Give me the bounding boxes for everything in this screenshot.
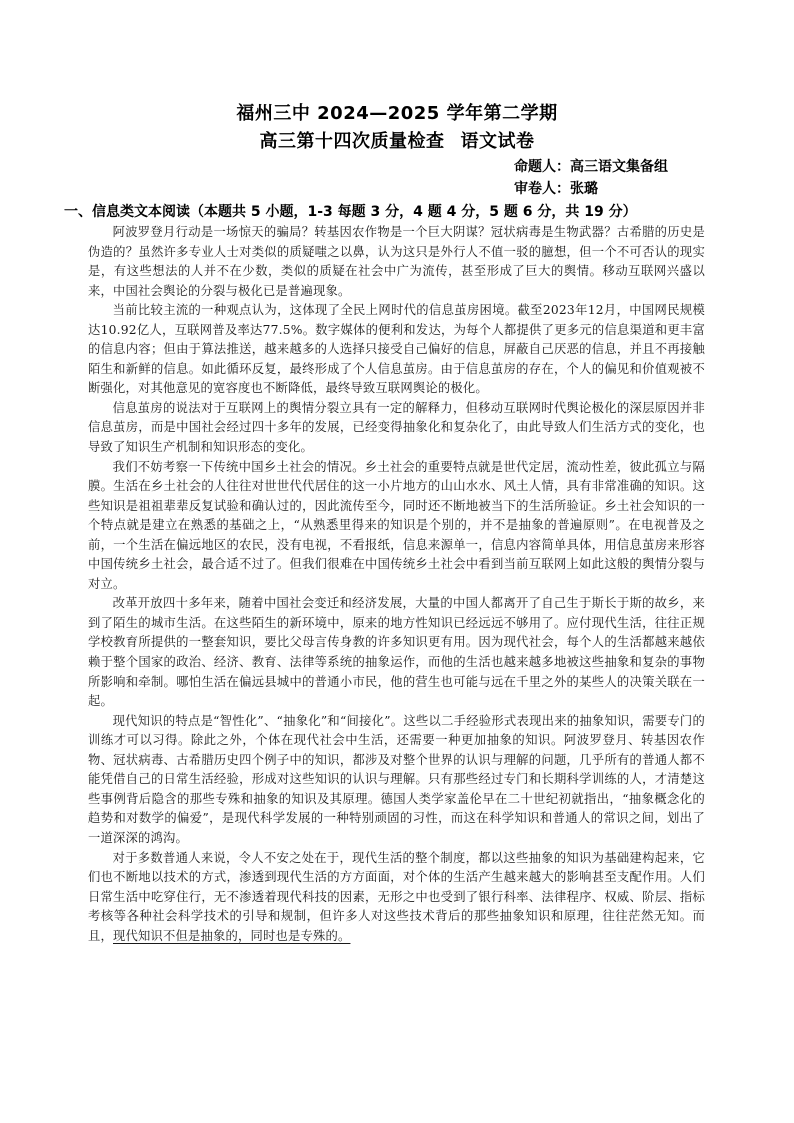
section-heading: 一、信息类文本阅读（本题共 5 小题，1-3 每题 3 分，4 题 4 分，5 题 6 分，共 19 分） <box>64 204 637 220</box>
passage-paragraph: 现代知识的特点是“智性化”、“抽象化”和“间接化”。这些以二手经验形式表现出来的抽象知识，需要专门的训练才可以习得。除此之外，个体在现代社会中生活，还需要一种更加抽象的知识。阿波罗登月、转基因农作物、冠状病毒、古希腊历史四个例子中的知识，都涉及对整个世界的认识与理解的问题，几乎所有的普通人都不能凭借自己的日常生活经验，形成对这些知识的认识与理解。只有那些经过专门和长期科学训练的人，才清楚这些事例背后隐含的那些专殊和抽象的知识及其原理。德国人类学家盖伦早在二十世纪初就指出，“抽象概念化的趋势和对数学的偏爱”，是现代科学发展的一种特别顽固的习性，而这在科学知识和普通人的常识之间，划出了一道深深的鸿沟。 <box>88 713 705 845</box>
passage-paragraph: 我们不妨考察一下传统中国乡土社会的情况。乡土社会的重要特点就是世代定居，流动性差，彼此孤立与隔膜。生活在乡土社会的人往往对世世代代居住的这一小片地方的山山水水、风土人情，具有非常准确的知识。这些知识是祖祖辈辈反复试验和确认过的，因此流传至今，同时还不断地被当下的生活所验证。乡土社会知识的一个特点就是建立在熟悉的基础之上，“从熟悉里得来的知识是个别的，并不是抽象的普遍原则”。在电视普及之前，一个生活在偏远地区的农民，没有电视，不看报纸，信息来源单一，信息内容简单具体，用信息茧房来形容中国传统乡土社会，最合适不过了。但我们很难在中国传统乡土社会中看到当前互联网上如此这般的舆情分裂与对立。 <box>88 459 705 591</box>
exam-title-line1: 福州三中 2024—2025 学年第二学期 <box>236 103 558 124</box>
exam-header <box>0 100 794 156</box>
passage-paragraph: 信息茧房的说法对于互联网上的舆情分裂立具有一定的解释力，但移动互联网时代舆论极化的深层原因并非信息茧房，而是中国社会经过四十多年的发展，已经变得抽象化和复杂化了，由此导致人们生活方式的变化，也导致了知识生产机制和知识形态的变化。 <box>88 400 705 455</box>
passage-paragraph-last <box>88 849 705 947</box>
exam-title-part1: 高三第十四次质量检查 <box>259 131 445 152</box>
exam-author: 命题人：高三语文集备组 <box>514 159 668 175</box>
exam-reviewer: 审卷人：张璐 <box>514 181 598 197</box>
reading-passage <box>88 223 705 946</box>
exam-title-part2: 语文试卷 <box>460 131 535 152</box>
passage-paragraph: 阿波罗登月行动是一场惊天的骗局？转基因农作物是一个巨大阴谋？冠状病毒是生物武器？古希腊的历史是伪造的？虽然许多专业人士对类似的质疑嗤之以鼻，认为这只是外行人不值一驳的臆想，但一个不可否认的现实是，有这些想法的人并不在少数，类似的质疑在社会中广为流传，甚至形成了巨大的舆情。移动互联网兴盛以来，中国社会舆论的分裂与极化已是普遍现象。 <box>88 225 705 298</box>
passage-paragraph-text: 对于多数普通人来说，令人不安之处在于，现代生活的整个制度，都以这些抽象的知识为基础建构起来，它们也不断地以技术的方式，渗透到现代生活的方方面面，对个体的生活产生越来越大的影响甚至支配作用。人们日常生活中吃穿住行，无不渗透着现代科技的因素，无形之中也受到了银行科率、法律程序、权威、阶层、指标考核等各种社会科学技术的引导和规制，但许多人对这些技术背后的那些抽象知识和原理，往往茫然无知。而且， <box>88 850 705 943</box>
passage-paragraph: 改革开放四十多年来，随着中国社会变迁和经济发展，大量的中国人都离开了自己生于斯长于斯的故乡，来到了陌生的城市生活。在这些陌生的新环境中，原来的地方性知识已经远远不够用了。应付现代生活，往往正规学校教育所提供的一整套知识，要比父母言传身教的许多知识更有用。因为现代社会，每个人的生活都越来越依赖于整个国家的政治、经济、教育、法律等系统的抽象运作，而他的生活也越来越多地被这些抽象和复杂的事物所影响和牵制。哪怕生活在偏远县城中的普通小市民，他的营生也可能与远在千里之外的某些人的决策关联在一起。 <box>88 596 705 709</box>
underlined-sentence: 现代知识不但是抽象的，同时也是专殊的。 <box>113 928 351 943</box>
exam-title-line2 <box>0 128 794 156</box>
passage-paragraph: 当前比较主流的一种观点认为，这体现了全民上网时代的信息茧房困境。截至2023年12月，中国网民规模达10.92亿人，互联网普及率达77.5%。数字媒体的便利和发达，为每个人都提供了更多元的信息渠道和更丰富的信息内容；但由于算法推送，越来越多的人选择只接受自己偏好的信息，屏蔽自己厌恶的信息，并且不再接触陌生和新鲜的信息。如此循环反复，最终形成了个人信息茧房。由于信息茧房的存在，个人的偏见和价值观被不断强化，对其他意见的宽容度也不断降低，最终导致互联网舆论的极化。 <box>88 303 705 396</box>
